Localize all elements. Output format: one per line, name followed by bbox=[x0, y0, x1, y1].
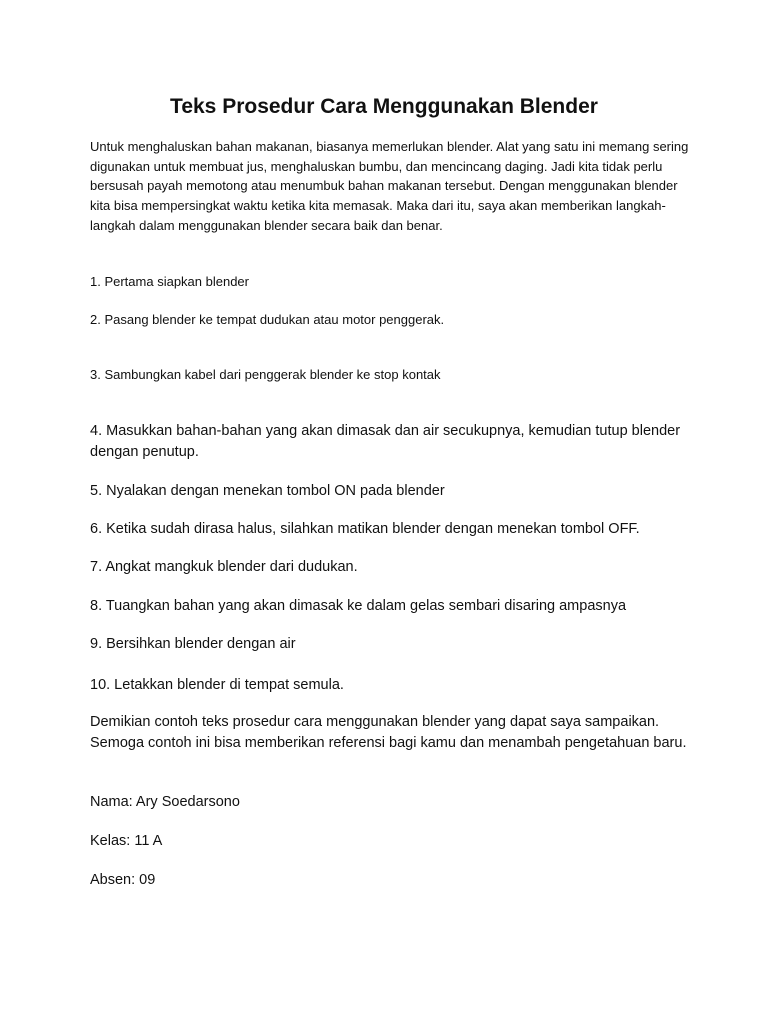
step-6: 6. Ketika sudah dirasa halus, silahkan matikan blender dengan menekan tombol OFF. bbox=[90, 521, 640, 537]
student-absen: Absen: 09 bbox=[90, 872, 156, 888]
intro-paragraph: Untuk menghaluskan bahan makanan, biasanya memerlukan blender. Alat yang satu ini memang sering digunakan untuk membuat jus, menghaluskan bumbu, dan mencincang daging. Jadi kita tidak perlu bersusah payah memotong atau menumbuk bahan makanan tersebut. Dengan menggunakan blender kita bisa mempersingkat waktu ketika kita memasak. Maka dari itu, saya akan memberikan langkah-langkah dalam menggunakan blender secara baik dan benar. bbox=[90, 139, 689, 233]
step-8: 8. Tuangkan bahan yang akan dimasak ke dalam gelas sembari disaring ampasnya bbox=[90, 598, 627, 614]
step-7: 7. Angkat mangkuk blender dari dudukan. bbox=[90, 559, 358, 575]
step-4: 4. Masukkan bahan-bahan yang akan dimasak dan air secukupnya, kemudian tutup blender dengan penutup. bbox=[90, 423, 681, 460]
closing-paragraph: Demikian contoh teks prosedur cara menggunakan blender yang dapat saya sampaikan. Semoga contoh ini bisa memberikan referensi bagi kamu dan menambah pengetahuan baru. bbox=[90, 714, 687, 751]
step-10: 10. Letakkan blender di tempat semula. bbox=[90, 677, 344, 693]
student-class: Kelas: 11 A bbox=[90, 833, 163, 849]
step-3: 3. Sambungkan kabel dari penggerak blender ke stop kontak bbox=[90, 367, 441, 382]
document-title: Teks Prosedur Cara Menggunakan Blender bbox=[170, 95, 598, 118]
step-5: 5. Nyalakan dengan menekan tombol ON pada blender bbox=[90, 483, 445, 499]
step-2: 2. Pasang blender ke tempat dudukan atau motor penggerak. bbox=[90, 312, 445, 327]
step-9: 9. Bersihkan blender dengan air bbox=[90, 636, 296, 652]
student-name: Nama: Ary Soedarsono bbox=[90, 794, 240, 810]
step-1: 1. Pertama siapkan blender bbox=[90, 274, 249, 289]
